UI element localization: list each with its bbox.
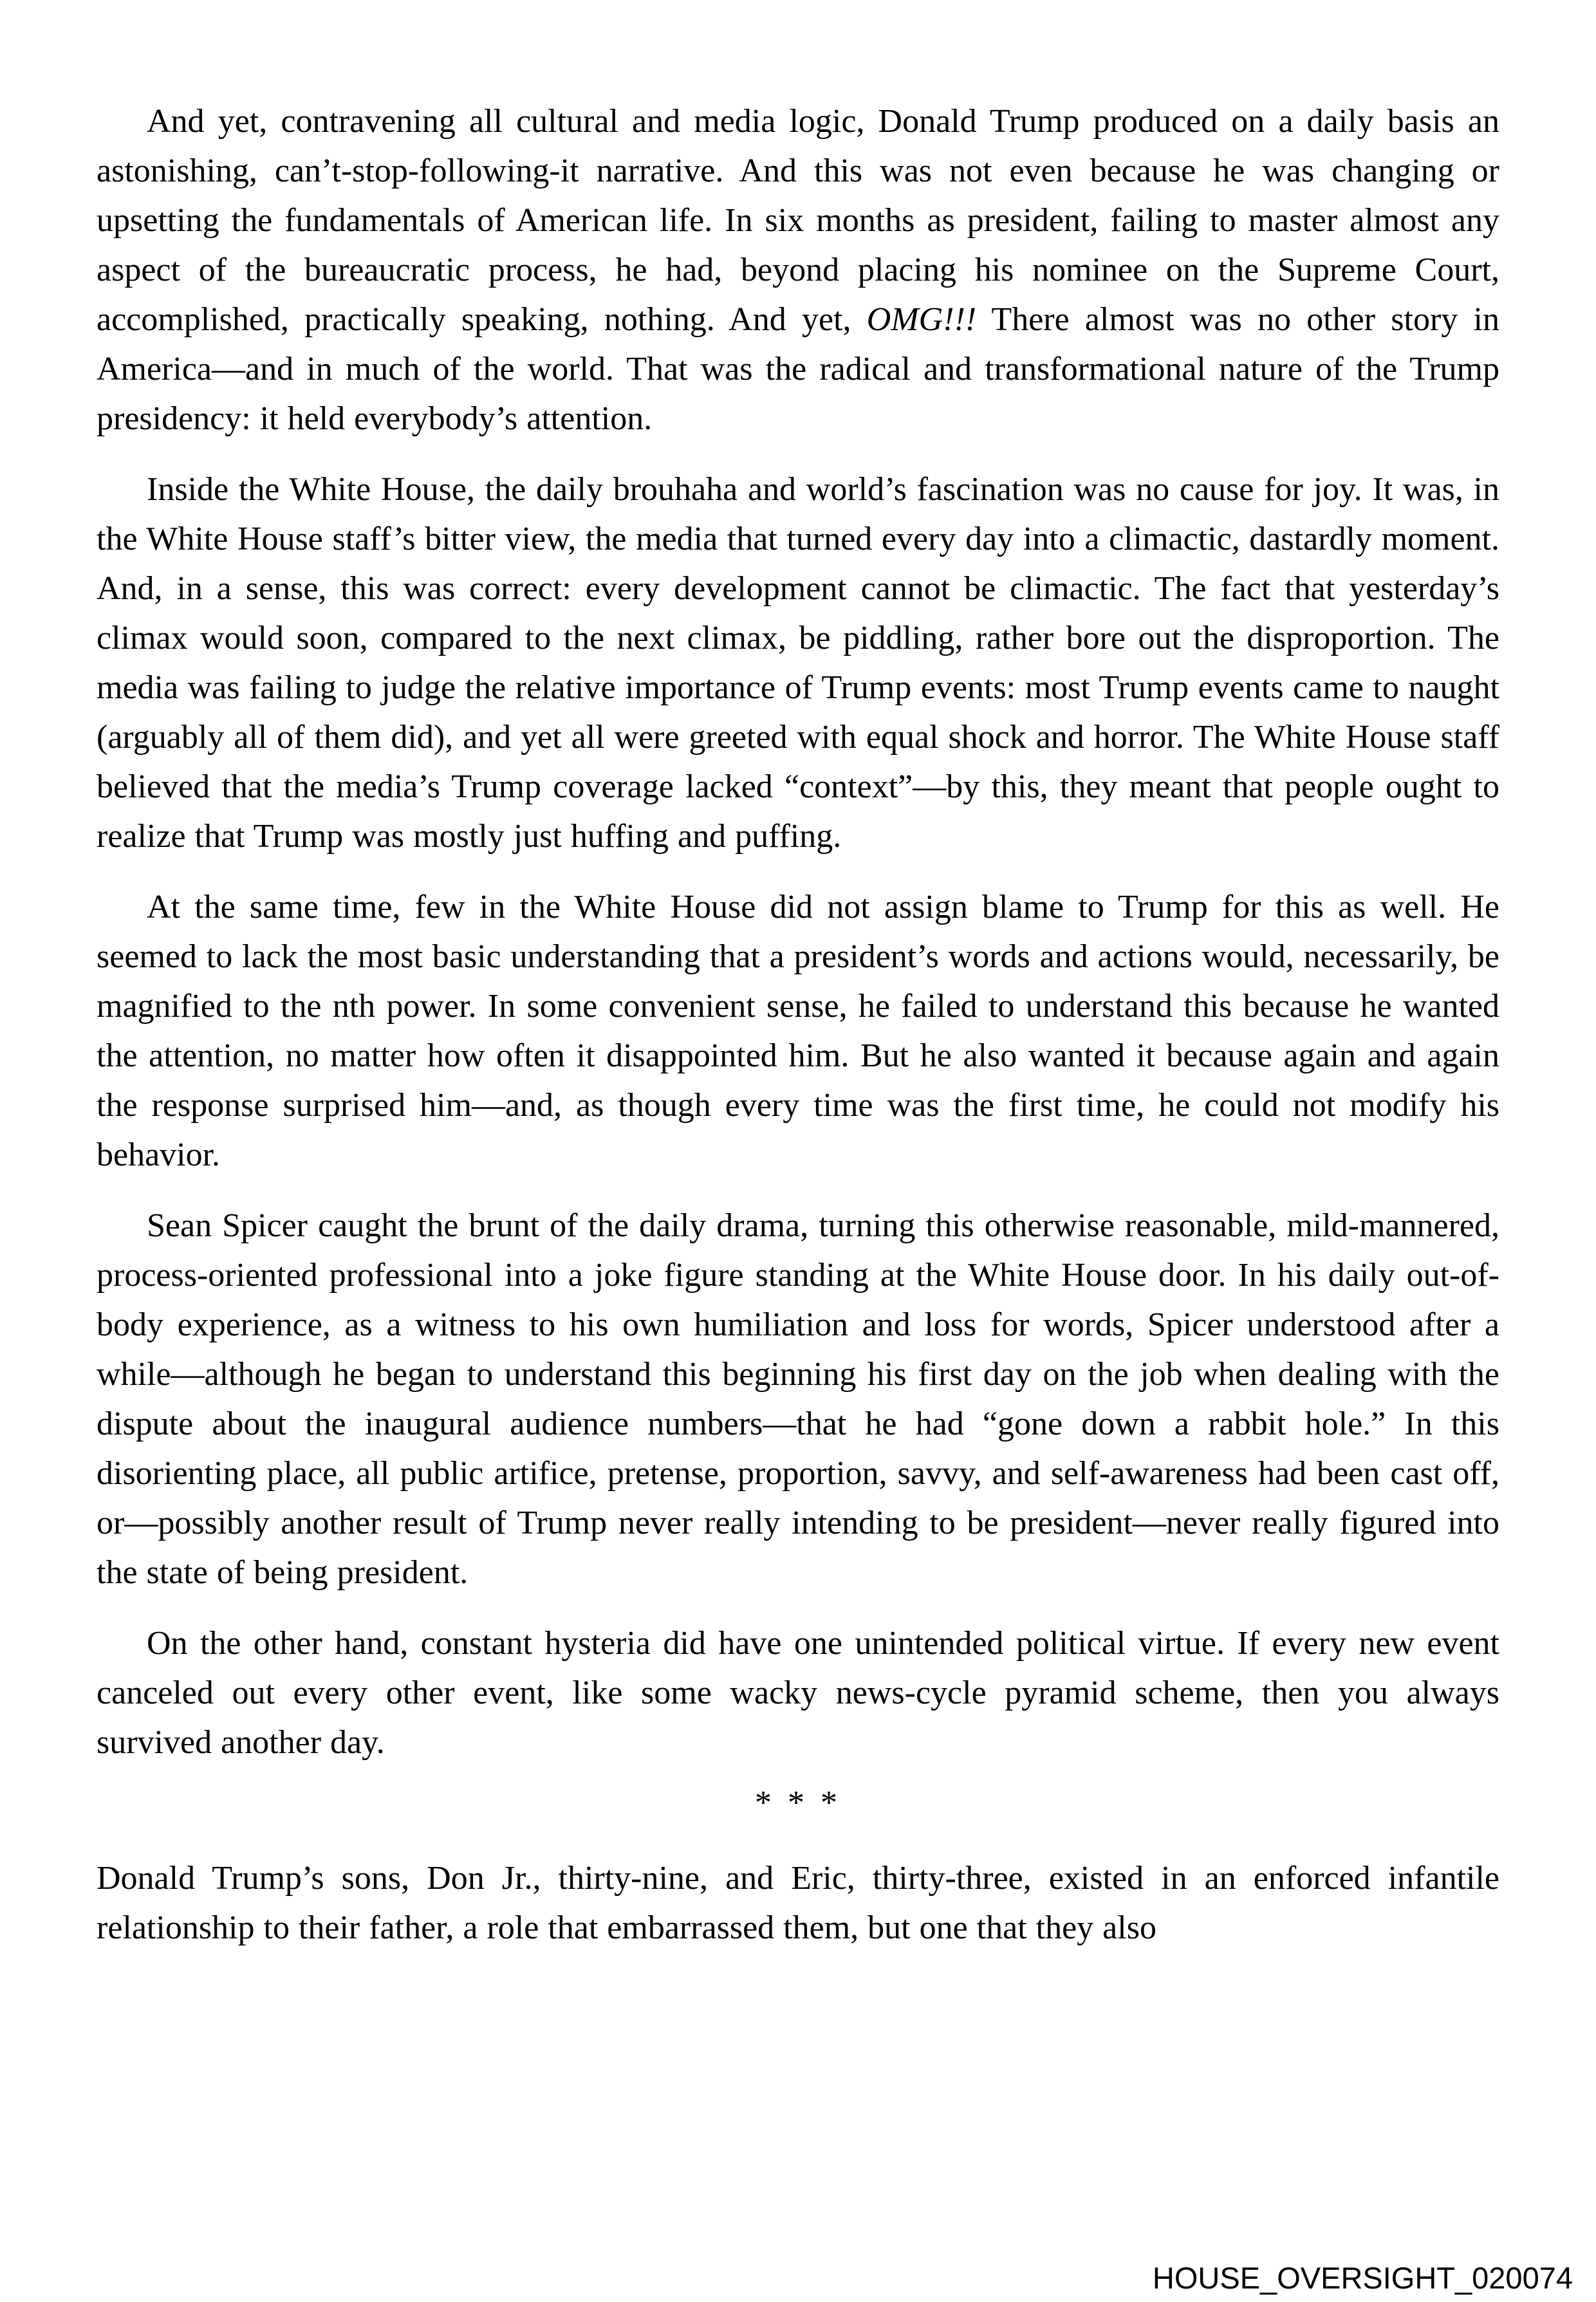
- text-run: On the other hand, constant hysteria did have one unintended political virtue. If every new event canceled out every other event, like some wacky news-cycle pyramid scheme, then you always survived another day.: [97, 1625, 1499, 1761]
- body-text: [97, 97, 1499, 1974]
- paragraph: [97, 465, 1499, 861]
- paragraph: [97, 882, 1499, 1180]
- text-run: There almost was no other story in America—and in much of the world. That was the radical and transformational nature of the Trump presidency: it held everybody’s attention.: [97, 301, 1499, 437]
- paragraph: [97, 1619, 1499, 1767]
- text-run: Inside the White House, the daily brouhaha and world’s fascination was no cause for joy. It was, in the White House staff’s bitter view, the media that turned every day into a climactic, dastardly moment. And, in a sense, this was correct: every development cannot be climactic. The fact that yesterday’s climax would soon, compared to the next climax, be piddling, rather bore out the disproportion. The media was failing to judge the relative importance of Trump events: most Trump events came to naught (arguably all of them did), and yet all were greeted with equal shock and horror. The White House staff believed that the media’s Trump coverage lacked “context”—by this, they meant that people ought to realize that Trump was mostly just huffing and puffing.: [97, 471, 1499, 855]
- paragraph: [97, 1853, 1499, 1953]
- text-run: And yet, contravening all cultural and media logic, Donald Trump produced on a daily basis an astonishing, can’t-stop-following-it narrative. And this was not even because he was changing or upsetting the fundamentals of American life. In six months as president, failing to master almost any aspect of the bureaucratic process, he had, beyond placing his nominee on the Supreme Court, accomplished, practically speaking, nothing. And yet,: [97, 103, 1499, 338]
- section-separator: * * *: [755, 1785, 841, 1821]
- paragraph: [97, 97, 1499, 443]
- text-run: Sean Spicer caught the brunt of the daily drama, turning this otherwise reasonable, mild-mannered, process-oriented professional into a joke figure standing at the White House door. In his daily out-of-body experience, as a witness to his own humiliation and loss for words, Spicer understood after a while—although he began to understand this beginning his first day on the job when dealing with the dispute about the inaugural audience numbers—that he had “gone down a rabbit hole.” In this disorienting place, all public artifice, pretense, proportion, savvy, and self-awareness had been cast off, or—possibly another result of Trump never really intending to be president—never really figured into the state of being president.: [97, 1207, 1499, 1591]
- text-run: Donald Trump’s sons, Don Jr., thirty-nine, and Eric, thirty-three, existed in an enforced infantile relationship to their father, a role that embarrassed them, but one that they also: [97, 1860, 1499, 1946]
- italic-text: OMG!!!: [866, 301, 977, 338]
- text-run: At the same time, few in the White House did not assign blame to Trump for this as well. He seemed to lack the most basic understanding that a president’s words and actions would, necessarily, be magnified to the nth power. In some convenient sense, he failed to understand this because he wanted the attention, no matter how often it disappointed him. But he also wanted it because again and again the response surprised him—and, as though every time was the first time, he could not modify his behavior.: [97, 889, 1499, 1173]
- paragraph: [97, 1201, 1499, 1597]
- bates-stamp: HOUSE_OVERSIGHT_020074: [1152, 2261, 1573, 2295]
